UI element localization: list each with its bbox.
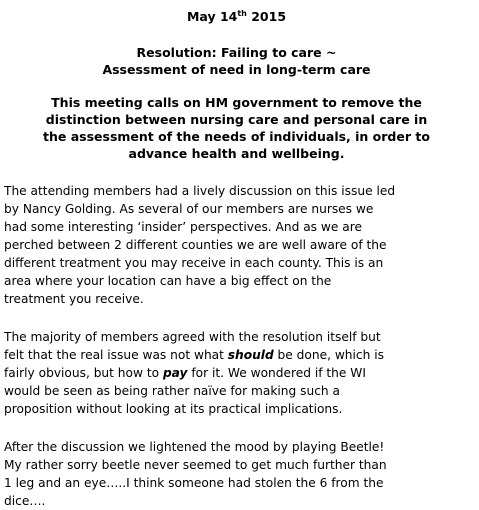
- text-line: The majority of members agreed with the resolution itself but: [4, 330, 381, 344]
- motion-line: This meeting calls on HM government to remove the: [51, 95, 422, 110]
- majority-paragraph: [4, 328, 469, 418]
- text-segment: be done, which is: [273, 348, 384, 362]
- emphasis-pay: pay: [162, 366, 188, 380]
- resolution-title: Resolution: Failing to care ~: [136, 45, 337, 60]
- date-year: 2015: [251, 9, 287, 24]
- text-line: [4, 364, 469, 382]
- text-line: had some interesting ‘insider’ perspectives. And as we are: [4, 220, 362, 234]
- text-line: 1 leg and an eye…..I think someone had stolen the 6 from the: [4, 476, 384, 490]
- text-line: [4, 346, 469, 364]
- text-line: by Nancy Golding. As several of our members are nurses we: [4, 202, 374, 216]
- text-segment: for it. We wondered if the WI: [187, 366, 366, 380]
- text-line: treatment you receive.: [4, 292, 144, 306]
- text-line: would be seen as being rather naïve for making such a: [4, 384, 340, 398]
- date-suffix: th: [237, 8, 247, 18]
- motion-line: distinction between nursing care and personal care in: [45, 112, 428, 127]
- meeting-date: [4, 9, 469, 25]
- text-line: My rather sorry beetle never seemed to get much further than: [4, 458, 387, 472]
- discussion-paragraph: [4, 182, 469, 308]
- text-line: The attending members had a lively discussion on this issue led: [4, 184, 396, 198]
- motion-line: the assessment of the needs of individuals, in order to: [43, 129, 430, 144]
- text-line: perched between 2 different counties we are well aware of the: [4, 238, 387, 252]
- text-line: different treatment you may receive in each county. This is an: [4, 256, 384, 270]
- motion-statement: [4, 94, 469, 162]
- motion-line: advance health and wellbeing.: [128, 146, 345, 161]
- date-day-month: May 14: [186, 9, 238, 24]
- resolution-subtitle: Assessment of need in long-term care: [102, 62, 371, 77]
- text-segment: felt that the real issue was not what: [4, 348, 228, 362]
- text-line: After the discussion we lightened the mood by playing Beetle!: [4, 440, 385, 454]
- beetle-paragraph: [4, 438, 469, 510]
- emphasis-should: should: [227, 348, 274, 362]
- text-line: dice….: [4, 494, 46, 508]
- text-line: area where your location can have a big effect on the: [4, 274, 332, 288]
- text-line: proposition without looking at its practical implications.: [4, 402, 343, 416]
- resolution-heading: [4, 44, 469, 78]
- text-segment: fairly obvious, but how to: [4, 366, 163, 380]
